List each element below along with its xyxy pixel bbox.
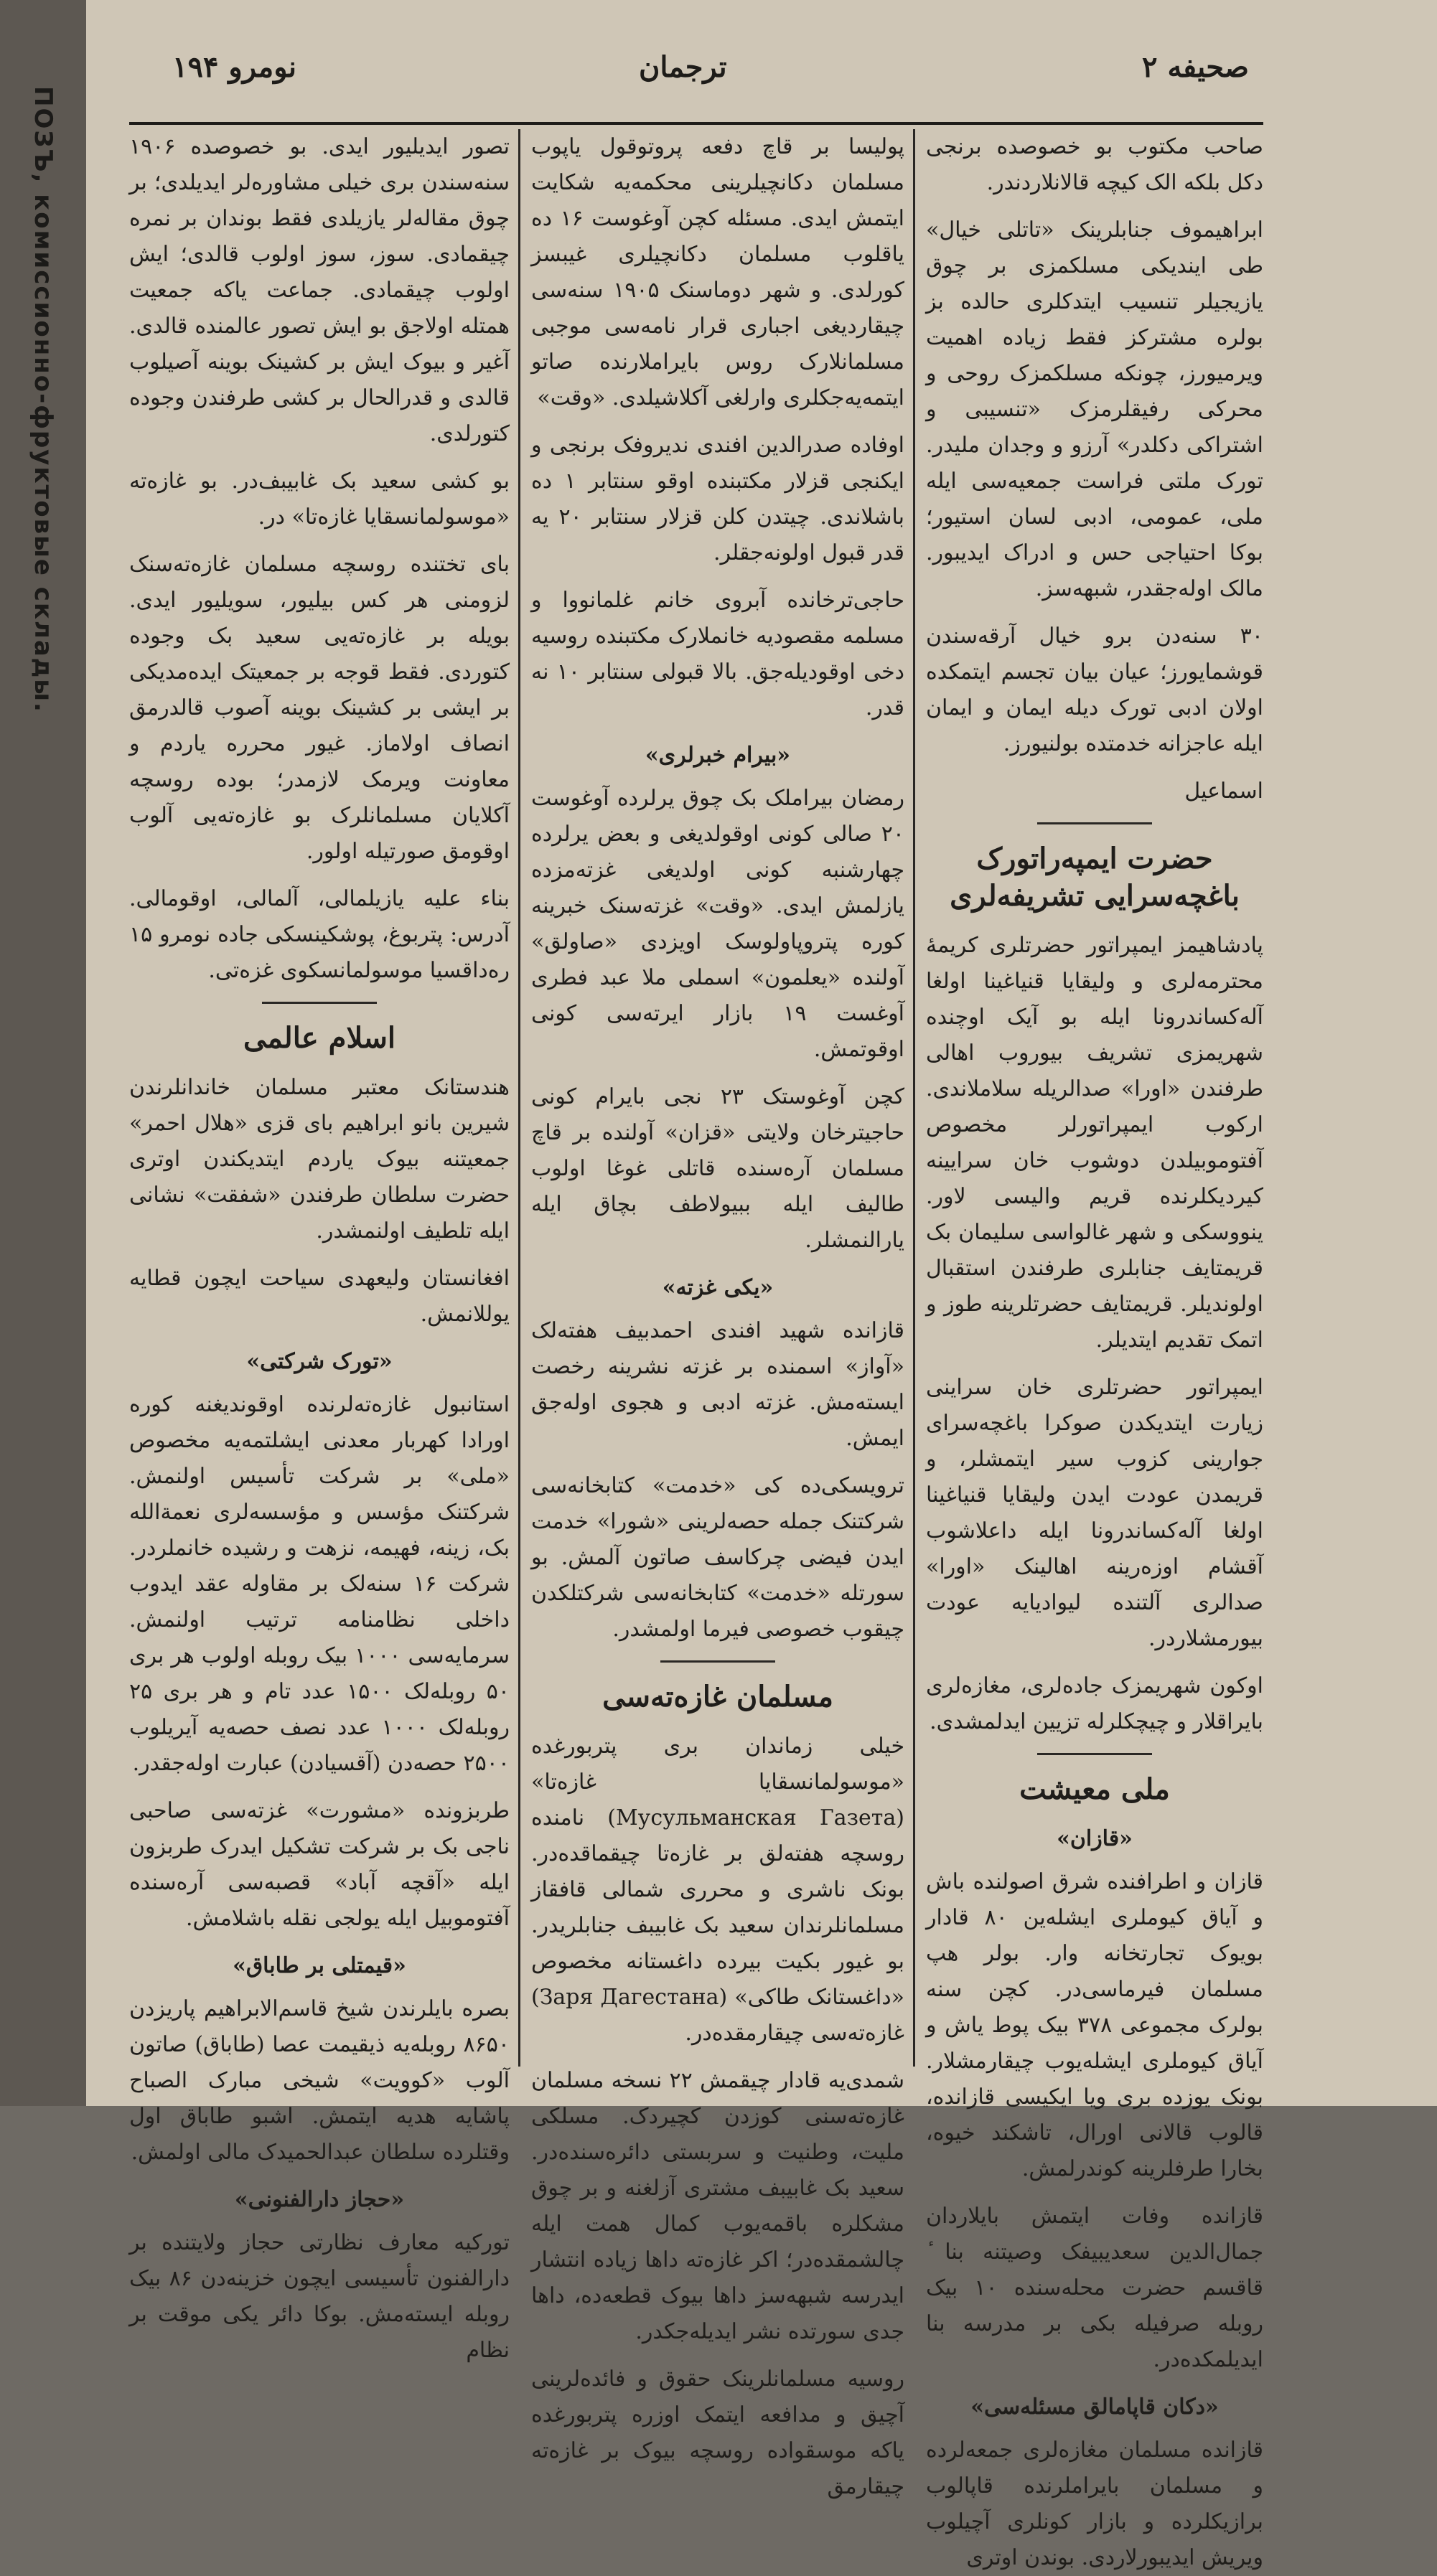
issue-number: نومرو ۱۹۴ [172,50,296,84]
signature: اسماعیل [1184,779,1263,804]
paragraph: پولیسا بر قاچ دفعه پروتوقول یاپوب مسلمان دکانچیلرینی محکمه‌یه شکایت ایتمش ایدی. مسئله کچن آوغوست ۱۶ ده یاقلوب مسلمان دکانچیلری غیبسز کورلدی. و شهر دوماسنک ۱۹۰۵ سنه‌سی چیقاردیغی اجباری قرار نامه‌سی موجبی مسلمانلارک روس بایراملارنده صاتو ایتمه‌یه‌جکلری وارلغی آکلاشیلدی. «وقت» [531,134,904,410]
subhead-hejaz-university: «حجاز دارالفنونی» [234,2187,405,2212]
paragraph: صاحب مکتوب بو خصوصده برنجی دکل بلکه الک کیچه قالانلاردندر. [926,134,1263,195]
paragraph: بای تختنده روسچه مسلمان غازه‌ته‌سنک لزومنی هر کس بیلیور، سویلیور ایدی. بویله بر غازه‌ته‌یی سعید بک وجوده کتوردی. فقط قوجه بر جمعیتک ایده‌مدیکی بر ایشی بر کشینک بوینه آصوب قالدرمق انصاف اولاماز. غیور محرره یاردم و معاونت ویرمک لازمدر؛ بوده روسچه آکلایان مسلمانلرک بو غازه‌ته‌یی آلوب اوقومق صورتیله اولور. [129,552,510,864]
separator [1037,1753,1152,1755]
subhead-new-newspaper: «یکی غزته» [662,1275,774,1300]
paragraph: طربزونده «مشورت» غزته‌سی صاحبی ناجی بک بر شرکت تشکیل ایدرک طربزون ایله «آقچه آباد» قصبه‌سی آره‌سنده آفتوموبیل ایله یولجی نقله باشلامش. [129,1798,510,1931]
spine-text: ПОЗЪ, комиссионно-фруктовые склады. [29,86,57,713]
paragraph: قازان و اطرافنده شرق اصولنده باش و آیاق کیوملری ایشله‌ین ۸۰ قادار بویوک تجارتخانه وار. بولر هپ مسلمان فیرماسی‌در. کچن سنه بولرک مجموعی ۳۷۸ بیک پوط یاش و آیاق کیوملری ایشله‌یوب چیقارمشلار. بونک یوزده بری ویا ایکیسی قازانده، قالوب قالانی اورال، تاشکند خیوه، بخارا طرفلرینه کوندرلمش. [926,1869,1263,2181]
paragraph: قازانده وفات ایتمش بایلاردان جمال‌الدین سعدیبیفک وصیتنه بنا ٔ قاقسم حضرت محله‌سنده ۱۰ بیک روبله صرفیله بکی بر مدرسه بنا ایدیلمکده‌در. [926,2204,1263,2372]
paragraph: حاجی‌ترخانده آبروی خانم غلمانووا و مسلمه مقصودیه خانملارک مکتبنده روسیه دخی اوقودیله‌جق. بالا قبولی سنتابر ۱۰ نه قدر. [531,588,904,720]
paragraph: شمدی‌یه قادار چیقمش ۲۲ نسخه مسلمان غازه‌ته‌سنی کوزدن کچیردک. مسلکی ملیت، وطنیت و سربستی دائره‌سنده‌در. سعید بک غابیبف مشتری آزلغنه و بر چوق مشکلره باقمه‌یوب کمال همت ایله چالشمقده‌در؛ اکر غازه‌ته داها زیاده انتشار ایدرسه شبهه‌سز داها بیوک قطعه‌ده، داها جدی سورتده نشر ایدیله‌جکدر. [531,2068,904,2344]
paragraph: استانبول غازه‌ته‌لرنده اوقوندیغنه کوره اورادا کهربار معدنی ایشلتمه‌یه مخصوص «ملی» بر شرکت تأسیس اولنمش. شرکتنک مؤسس و مؤسسه‌لری نعمة‌الله بک، زینه، فهیمه، نزهت و رشیده خانملردر. شرکت ۱۶ سنه‌لک بر مقاوله عقد ایدوب داخلی نظامنامه ترتیب اولنمش. سرمایه‌سی ۱۰۰۰ بیک روبله اولوب هر بری ۵۰ روبله‌لک ۱۵۰۰ عدد تام و هر بری ۲۵ روبله‌لک ۱۰۰۰ عدد نصف حصه‌یه آیریلوب ۲۵۰۰ حصه‌دن (آقسیادن) عبارت اوله‌جقدر. [129,1392,510,1776]
headline-muslim-gazette: مسلمان غازه‌ته‌سی [602,1680,833,1714]
paragraph: بصره بایلرندن شیخ قاسم‌الابراهیم پاریزدن ۸۶۵۰ روبله‌یه ذیقیمت عصا (طاباق) صاتون آلوب «کوویت» شیخی مبارک الصباح پاشایه هدیه ایتمش. اشبو طاباق اول وقتلرده سلطان عبدالحمیدک مالی اولمش. [129,1996,510,2165]
page-header [129,43,1263,125]
paragraph: ترویسکی‌ده کی «خدمت» کتابخانه‌سی شرکتنک جمله حصه‌لرینی «شورا» خدمت ایدن فیضی چرکاسف صاتون آلمش. بو سورتله «خدمت» کتابخانه‌سی شرکتلکدن چیقوب خصوصی فیرما اولمشدر. [531,1473,904,1642]
paragraph: ایمپراتور حضرتلری خان سراینی زیارت ایتدیکدن صوکرا باغچه‌سرای جوارینی کزوب سیر ایتمشلر، و قریمدن عودت ایدن ولیقایا قنیاغینا اولغا آله‌کساندرونا ایله داعلاشوب آقشام اوزه‌رینه اهالینک «اورا» صدالری آلتنده لیوادیایه عودت بیورمشلاردر. [926,1375,1263,1651]
paragraph: تورکیه معارف نظارتی حجاز ولایتنده بر دارالفنون تأسیسی ایچون خزینه‌دن ۸۶ بیک روبله ایسته‌مش. بوکا دائر یکی موقت بر نظام [129,2230,510,2363]
column-middle [531,129,905,2499]
page-number: صحیفه ۲ [1142,50,1249,84]
paragraph: روسیه مسلمانلرینک حقوق و فائده‌لرینی آچیق و مدافعه ایتمک اوزره پتربورغده یاکه موسقواده روسچه بیوک بر غازه‌ته چیقارمق [531,2366,904,2499]
subhead-bayram-news: «بیرام خبرلری» [645,743,791,768]
paragraph: اوکون شهریمزک جاده‌لری، مغازه‌لری بایراقلار و چیچکلرله تزیین ایدلمشدی. [926,1673,1263,1734]
paragraph: قازانده مسلمان مغازه‌لری جمعه‌لرده و مسلمان بایراملرنده قاپالوب برازیکلرده و بازار کونلری آچیلوب ویریش ایدیبورلاردی. بوندن اوتری [926,2438,1263,2570]
paragraph: پادشاهیمز ایمپراتور حضرتلری کریمهٔ محترمه‌لری و ولیقایا قنیاغینا اولغا آله‌کساندرونا ایله بو آیک اوچنده شهریمزی تشریف بیوروب اهالی طرفندن «اورا» صدالریله سلاملاندی. ارکوب ایمپراتورلر مخصوص آفتوموبیلدن دوشوب خان سرایینه کیردیکلرنده قریم والیسی لاور. ینووسکی و شهر غالواسی سلیمان بک قریمتایف جنابلری طرفندن استقبال اولوندیلر. قریمتایف حضرتلرینه طوز و اتمک تقدیم ایتدیلر. [926,933,1263,1353]
column-right [926,129,1263,2570]
paragraph: بناء علیه یازیلمالی، آلمالی، اوقومالی. آدرس: پتربوغ، پوشکینسکی جاده نومرو ۱۵ ره‌داقسیا موسولمانسکوی غزه‌تی. [129,886,510,983]
subhead-store-closing: «دکان قاپامالق مسئله‌سی» [970,2394,1219,2420]
column-left [129,129,510,2363]
separator [262,1002,377,1004]
headline-national-economy: ملی معیشت [1019,1772,1170,1806]
column-rule-right [913,129,915,2067]
paragraph: کچن آوغوستک ۲۳ نجی بایرام کونی حاجیترخان ولایتی «قزان» آولنده بر قاچ مسلمان آره‌سنده قاتلی غوغا اولوب طالیف ایله ببیولاطف بچاق ایله یارالنمشلر. [531,1084,905,1253]
subhead-kazan: «قازان» [1057,1826,1133,1851]
paragraph: خیلی زماندان بری پتربورغده «موسولمانسقایا غازه‌تا» (Мусульманская Газета) نامنده روسچه هفته‌لق بر غازه‌تا چیقماقده‌در. بونک ناشری و محرری شمالی قافقاز مسلمانلرندان سعید بک غابیبف جنابلریدر. بو غیور بکیت بیرده داغستانه مخصوص «داغستانک طاکی» (Заря Дагестана) غازه‌ته‌سی چیقارمقده‌در. [531,1734,904,2046]
column-rule-left [518,129,520,2067]
paragraph: رمضان بیراملک بک چوق یرلرده آوغوست ۲۰ صالی کونی اوقولدیغی و بعض یرلرده چهارشنبه کونی اولدیغی غزته‌مزده یازلمش ایدی. «وقت» غزته‌سنک خبرینه کوره پتروپاولوسک اویزدی «صاولق» آولنده «یعلمون» اسملی ملا عبد فطری آوغست ۱۹ بازار ایرته‌سی کونی اوقوتمش. [531,786,904,1062]
paragraph: ابراهیموف جنابلرینک «تاتلی خیال» طی ایندیکی مسلکمزی بر چوق یازیجیلر تنسیب ایتدکلری حالده بز بولره مشترکز فقط زیاده اهمیت ویرمیورز، چونکه مسلکمزک روحی و محرکی رفیقلرمزک «تنسیبی و اشتراکی دکلدر» آرزو و وجدان ملیدر. تورک ملتی فراست جمعیه‌سی ایله ملی، عمومی، ادبی لسان استیور؛ بوکا احتیاجی حس و ادراک ایدیبور. مالک اوله‌جقدر، شبهه‌سز. [926,217,1263,601]
paragraph: قازانده شهید افندی احمدبیف هفته‌لک «آواز» اسمنده بر غزته نشرینه رخصت ایسته‌مش. غزته ادبی و هجوی اوله‌جق ایمش. [531,1318,904,1451]
masthead-title: ترجمان [639,50,727,84]
paragraph: بو کشی سعید بک غابیبف‌در. بو غازه‌ته «موسولمانسقایا غازه‌تا» در. [129,469,510,530]
page-binding [0,0,86,2106]
subhead-turkish-company: «تورک شرکتی» [246,1349,393,1374]
separator [660,1660,775,1663]
separator [1037,822,1152,824]
headline-emperor-visit: حضرت ایمپه‌راتورک باغچه‌سرایی تشریفه‌لری [950,842,1240,913]
paragraph: افغانستان ولیعهدی سیاحت ایچون قطایه یوللانمش. [129,1266,510,1327]
paragraph: ۳۰ سنه‌دن برو خیال آرقه‌سندن قوشمایورز؛ عیان بیان تجسم ایتمکده اولان ادبی تورک دیله ایمان و ایمان ایله عاجزانه خدمتده بولنیورز. [926,624,1263,756]
subhead-valuable-plate: «قیمتلی بر طاباق» [233,1953,406,1978]
paragraph: تصور ایدیلیور ایدی. بو خصوصده ۱۹۰۶ سنه‌سندن بری خیلی مشاوره‌لر ایدیلدی؛ بر چوق مقاله‌لر یازیلدی فقط بوندان بر نمره چیقمادی. سوز، سوز اولوب قالدی؛ ایش اولوب چیقمادی. جماعت یاکه جمعیت همتله اولاجق بو ایش تصور عالمنده قالدی. آغیر و بیوک ایش بر کشینک بوینه آصیلوب قالدی و قدرالحال بر کشی طرفندن وجوده کتورلدی. [129,134,510,446]
headline-islamic-world: اسلام عالمی [243,1021,395,1055]
paragraph: هندستانک معتبر مسلمان خاندانلرندن شیرین بانو ابراهیم بای قزی «هلال احمر» جمعیتنه بیوک یاردم ایتدیکندن اوتری حضرت سلطان طرفندن «شفقت» نشانی ایله تلطیف اولنمشدر. [129,1075,510,1244]
paragraph: اوفاده صدرالدین افندی ندیروفک برنجی و ایکنجی قزلار مکتبنده اوقو سنتابر ۱ ده باشلاندی. چیتدن کلن قزلار سنتابر ۲۰ یه قدر قبول اولونه‌جقلر. [531,433,904,565]
